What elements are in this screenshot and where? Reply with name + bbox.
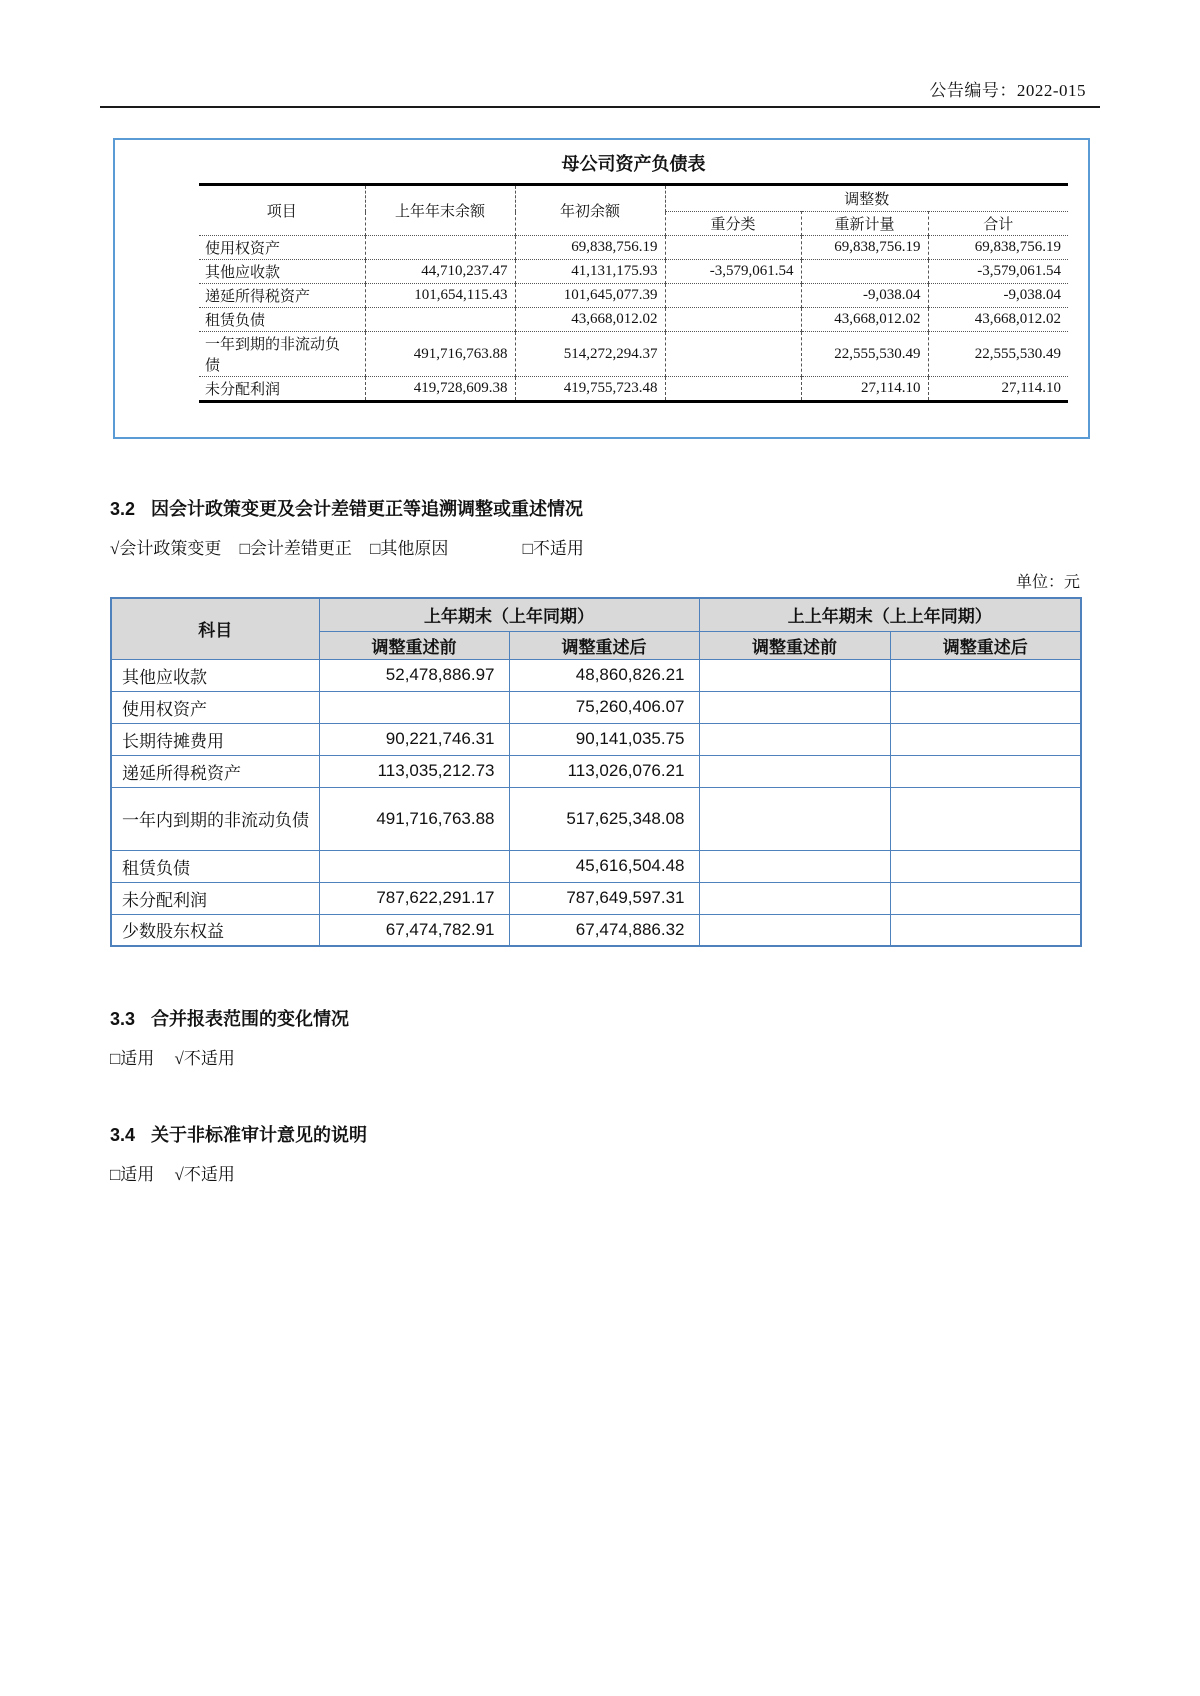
- cell-reclassification: [665, 377, 801, 402]
- parent-balance-sheet-title: 母公司资产负债表: [561, 154, 706, 174]
- cell-pp-after: [890, 659, 1081, 691]
- cell-pp-after: [890, 787, 1081, 850]
- cell-prev-before: [319, 850, 509, 882]
- cell-subject: 租赁负债: [111, 850, 319, 882]
- cell-prev-after: 113,026,076.21: [509, 755, 699, 787]
- cell-prev-year-end: [365, 236, 515, 260]
- cell-reclassification: [665, 284, 801, 308]
- section-number: 3.3: [110, 1009, 136, 1029]
- cell-subject: 一年内到期的非流动负债: [111, 787, 319, 850]
- table-row: [111, 723, 1081, 755]
- cell-reclassification: [665, 332, 801, 377]
- section-number: 3.2: [110, 499, 136, 519]
- checkbox-option-policy-change: √会计政策变更: [110, 539, 222, 558]
- cell-pp-after: [890, 755, 1081, 787]
- cell-prev-before: 491,716,763.88: [319, 787, 509, 850]
- table-row: [111, 691, 1081, 723]
- col-subject: 科目: [111, 598, 319, 659]
- col-adjustment-group: 调整数: [665, 185, 1068, 212]
- cell-year-begin: 43,668,012.02: [515, 308, 665, 332]
- parent-balance-sheet-wrap: [199, 150, 1068, 403]
- cell-remeasurement: 43,668,012.02: [801, 308, 928, 332]
- cell-prev-before: [319, 691, 509, 723]
- cell-prev-after: 48,860,826.21: [509, 659, 699, 691]
- cell-item: 租赁负债: [199, 308, 365, 332]
- col-item: 项目: [266, 204, 297, 220]
- cell-prev-year-end: 491,716,763.88: [365, 332, 515, 377]
- cell-prev-after: 787,649,597.31: [509, 882, 699, 914]
- cell-pp-before: [699, 755, 890, 787]
- cell-subject: 长期待摊费用: [111, 723, 319, 755]
- cell-total: 69,838,756.19: [928, 236, 1068, 260]
- cell-subject: 未分配利润: [111, 882, 319, 914]
- col-before-restate: 调整重述前: [699, 631, 890, 659]
- cell-prev-year-end: 101,654,115.43: [365, 284, 515, 308]
- cell-total: -9,038.04: [928, 284, 1068, 308]
- col-before-restate: 调整重述前: [319, 631, 509, 659]
- cell-remeasurement: -9,038.04: [801, 284, 928, 308]
- cell-prev-before: 113,035,212.73: [319, 755, 509, 787]
- cell-remeasurement: 69,838,756.19: [801, 236, 928, 260]
- cell-subject: 使用权资产: [111, 691, 319, 723]
- table-row: [111, 755, 1081, 787]
- cell-prev-after: 90,141,035.75: [509, 723, 699, 755]
- table-row: [199, 236, 1068, 260]
- table-row: [111, 882, 1081, 914]
- col-after-restate: 调整重述后: [509, 631, 699, 659]
- page-header: [100, 0, 1100, 108]
- cell-reclassification: -3,579,061.54: [665, 260, 801, 284]
- restatement-table: [110, 597, 1082, 947]
- cell-prev-after: 517,625,348.08: [509, 787, 699, 850]
- section-number: 3.4: [110, 1125, 136, 1145]
- section-3-3-options: [110, 1044, 1080, 1069]
- cell-prev-year-end: 419,728,609.38: [365, 377, 515, 402]
- cell-pp-after: [890, 723, 1081, 755]
- cell-reclassification: [665, 308, 801, 332]
- cell-prev-after: 75,260,406.07: [509, 691, 699, 723]
- cell-prev-before: 787,622,291.17: [319, 882, 509, 914]
- checkbox-option-applicable: □适用: [110, 1165, 155, 1184]
- parent-balance-sheet-table: [199, 183, 1068, 403]
- cell-item: 一年到期的非流动负债: [199, 332, 365, 377]
- checkbox-option-not-applicable: √不适用: [174, 1165, 235, 1184]
- cell-prev-year-end: 44,710,237.47: [365, 260, 515, 284]
- cell-pp-before: [699, 691, 890, 723]
- cell-pp-after: [890, 914, 1081, 946]
- section-title: 关于非标准审计意见的说明: [151, 1125, 368, 1145]
- header-row-1: [111, 598, 1081, 631]
- cell-total: 43,668,012.02: [928, 308, 1068, 332]
- col-remeasurement: 重新计量: [801, 212, 928, 236]
- col-total: 合计: [928, 212, 1068, 236]
- cell-year-begin: 41,131,175.93: [515, 260, 665, 284]
- group-prev-year: 上年期末（上年同期）: [319, 598, 699, 631]
- table-row: [111, 787, 1081, 850]
- table-row: [111, 659, 1081, 691]
- cell-prev-before: 52,478,886.97: [319, 659, 509, 691]
- cell-subject: 其他应收款: [111, 659, 319, 691]
- cell-pp-before: [699, 914, 890, 946]
- cell-year-begin: 419,755,723.48: [515, 377, 665, 402]
- cell-year-begin: 101,645,077.39: [515, 284, 665, 308]
- table-row: [199, 377, 1068, 402]
- checkbox-option-applicable: □适用: [110, 1049, 155, 1068]
- cell-remeasurement: 27,114.10: [801, 377, 928, 402]
- checkbox-option-other-reason: □其他原因: [370, 539, 449, 558]
- section-3-2-heading: [110, 495, 1080, 521]
- cell-item: 使用权资产: [199, 236, 365, 260]
- cell-subject: 递延所得税资产: [111, 755, 319, 787]
- col-prev-year-end: 上年年末余额: [365, 185, 515, 236]
- cell-prev-year-end: [365, 308, 515, 332]
- announcement-number: 公告编号：2022-015: [929, 81, 1086, 100]
- checkbox-option-not-applicable: □不适用: [522, 539, 584, 558]
- section-3-2-options: [110, 534, 1080, 559]
- cell-total: -3,579,061.54: [928, 260, 1068, 284]
- cell-prev-after: 45,616,504.48: [509, 850, 699, 882]
- parent-balance-sheet-box: [113, 138, 1090, 439]
- section-title: 合并报表范围的变化情况: [151, 1009, 350, 1029]
- table-row: [111, 850, 1081, 882]
- table-row: [199, 332, 1068, 377]
- table-row: [199, 308, 1068, 332]
- cell-year-begin: 69,838,756.19: [515, 236, 665, 260]
- group-prev-prev-year: 上上年期末（上上年同期）: [699, 598, 1081, 631]
- cell-total: 27,114.10: [928, 377, 1068, 402]
- header-row-1: [199, 185, 1068, 212]
- cell-item: 其他应收款: [199, 260, 365, 284]
- cell-item: 递延所得税资产: [199, 284, 365, 308]
- section-3-4-heading: [110, 1121, 1080, 1147]
- cell-pp-after: [890, 691, 1081, 723]
- cell-subject: 少数股东权益: [111, 914, 319, 946]
- cell-item: 未分配利润: [199, 377, 365, 402]
- cell-pp-before: [699, 850, 890, 882]
- cell-pp-after: [890, 850, 1081, 882]
- main-content: [110, 495, 1080, 1185]
- cell-remeasurement: [801, 260, 928, 284]
- checkbox-option-error-correction: □会计差错更正: [239, 539, 352, 558]
- cell-prev-after: 67,474,886.32: [509, 914, 699, 946]
- cell-prev-before: 90,221,746.31: [319, 723, 509, 755]
- section-title: 因会计政策变更及会计差错更正等追溯调整或重述情况: [151, 499, 584, 519]
- section-3-3-heading: [110, 1005, 1080, 1031]
- cell-year-begin: 514,272,294.37: [515, 332, 665, 377]
- cell-reclassification: [665, 236, 801, 260]
- cell-pp-before: [699, 882, 890, 914]
- cell-pp-before: [699, 723, 890, 755]
- table-row: [199, 284, 1068, 308]
- cell-pp-after: [890, 882, 1081, 914]
- unit-label: 单位：元: [1015, 574, 1080, 591]
- cell-pp-before: [699, 659, 890, 691]
- col-year-begin: 年初余额: [515, 185, 665, 236]
- section-3-4-options: [110, 1160, 1080, 1185]
- cell-total: 22,555,530.49: [928, 332, 1068, 377]
- col-reclassification: 重分类: [665, 212, 801, 236]
- table-row: [199, 260, 1068, 284]
- cell-prev-before: 67,474,782.91: [319, 914, 509, 946]
- col-after-restate: 调整重述后: [890, 631, 1081, 659]
- checkbox-option-not-applicable: √不适用: [174, 1049, 235, 1068]
- cell-pp-before: [699, 787, 890, 850]
- cell-remeasurement: 22,555,530.49: [801, 332, 928, 377]
- table-row: [111, 914, 1081, 946]
